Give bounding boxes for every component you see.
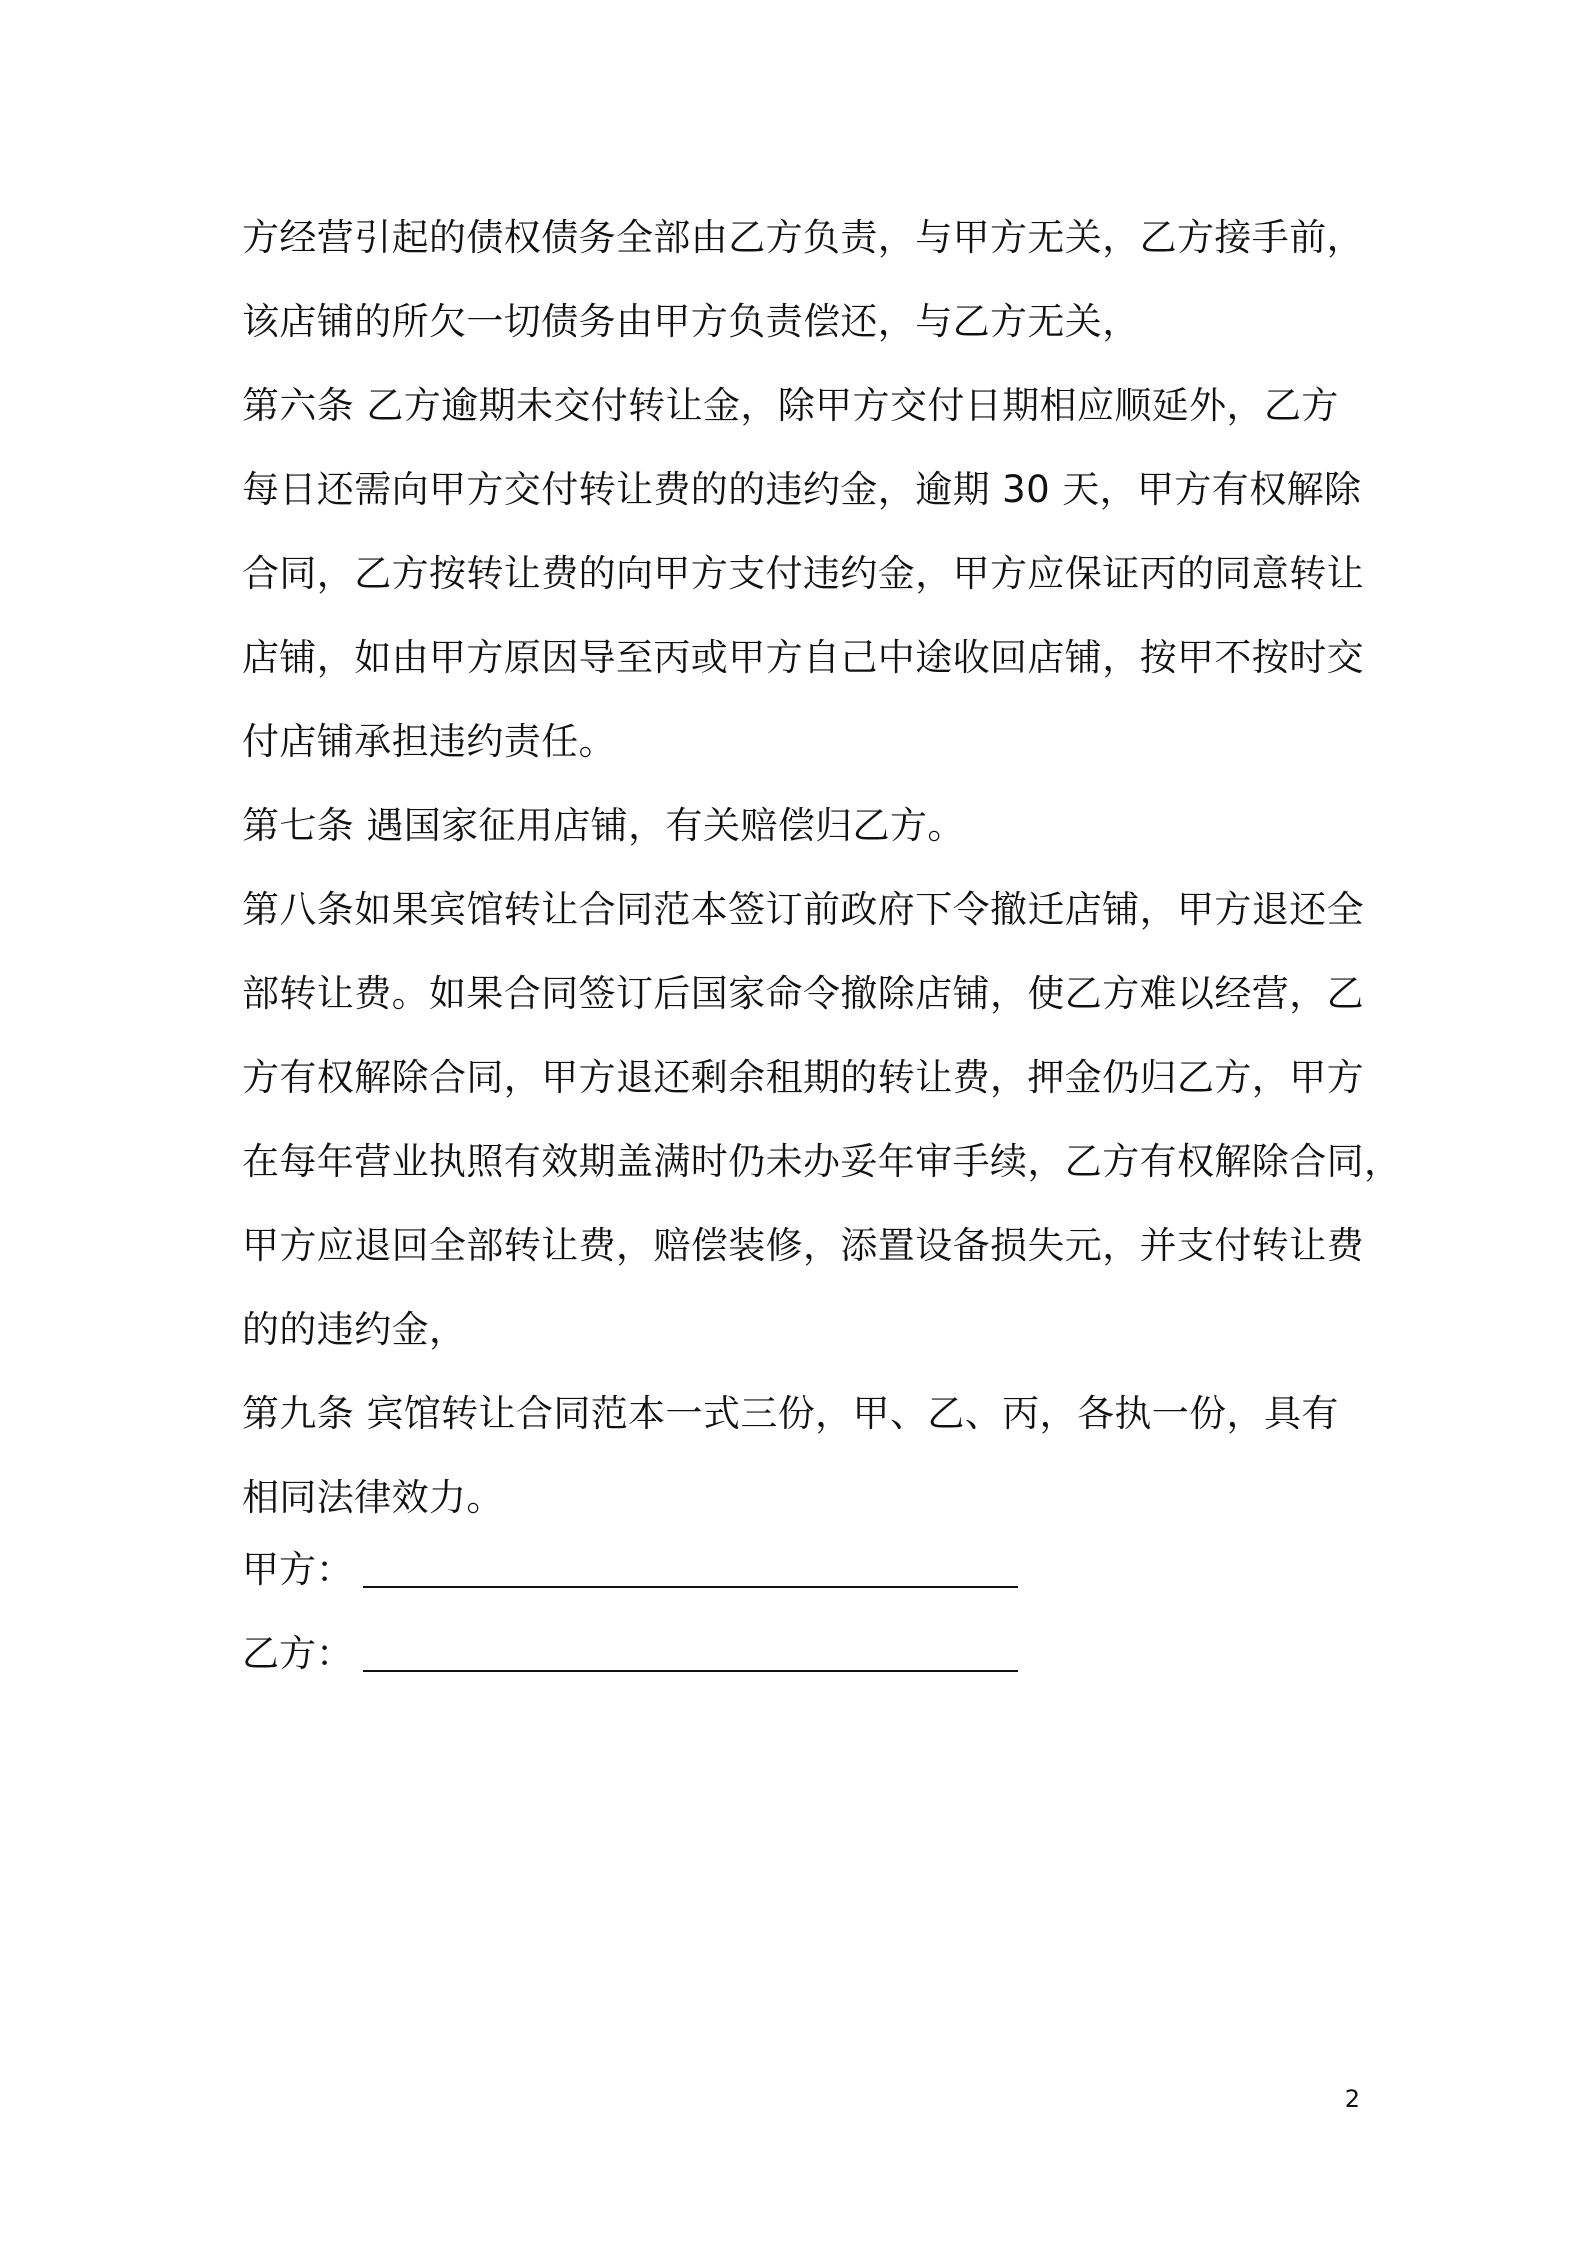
text-line: 方有权解除合同，甲方退还剩余租期的转让费，押金仍归乙方，甲方 <box>242 1056 1364 1099</box>
text-line: 合同，乙方按转让费的向甲方支付违约金，甲方应保证丙的同意转让 <box>242 552 1364 595</box>
text-line: 在每年营业执照有效期盖满时仍未办妥年审手续，乙方有权解除合同， <box>242 1140 1402 1183</box>
text-line: 每日还需向甲方交付转让费的的违约金，逾期 30 天，甲方有权解除 <box>242 468 1362 511</box>
text-line: 方经营引起的债权债务全部由乙方负责，与甲方无关，乙方接手前， <box>242 216 1364 259</box>
article-7-line: 第七条 遇国家征用店铺，有关赔偿归乙方。 <box>242 804 965 847</box>
party-b-signature <box>242 1612 1362 1696</box>
text-line: 部转让费。如果合同签订后国家命令撤除店铺，使乙方难以经营，乙 <box>242 972 1364 1015</box>
party-b-signature-line <box>363 1642 1018 1672</box>
party-a-label: 甲方： <box>242 1548 353 1591</box>
article-9-line: 第九条 宾馆转让合同范本一式三份，甲、乙、丙，各执一份，具有 <box>242 1392 1339 1435</box>
party-a-signature-line <box>363 1558 1018 1588</box>
article-6-line: 第六条 乙方逾期未交付转让金，除甲方交付日期相应顺延外，乙方 <box>242 384 1339 427</box>
text-line: 店铺，如由甲方原因导至丙或甲方自己中途收回店铺，按甲不按时交 <box>242 636 1364 679</box>
page-number: 2 <box>1344 2085 1360 2113</box>
contract-body <box>242 196 1402 1540</box>
party-b-label: 乙方： <box>242 1632 353 1675</box>
party-a-signature <box>242 1528 1362 1612</box>
text-line: 相同法律效力。 <box>242 1476 504 1519</box>
text-line: 甲方应退回全部转让费，赔偿装修，添置设备损失元，并支付转让费 <box>242 1224 1364 1267</box>
signature-block <box>242 1528 1362 1696</box>
text-line: 该店铺的所欠一切债务由甲方负责偿还，与乙方无关， <box>242 300 1140 343</box>
text-line: 的的违约金， <box>242 1308 467 1351</box>
article-8-line: 第八条如果宾馆转让合同范本签订前政府下令撤迁店铺，甲方退还全 <box>242 888 1364 931</box>
text-line: 付店铺承担违约责任。 <box>242 720 616 763</box>
